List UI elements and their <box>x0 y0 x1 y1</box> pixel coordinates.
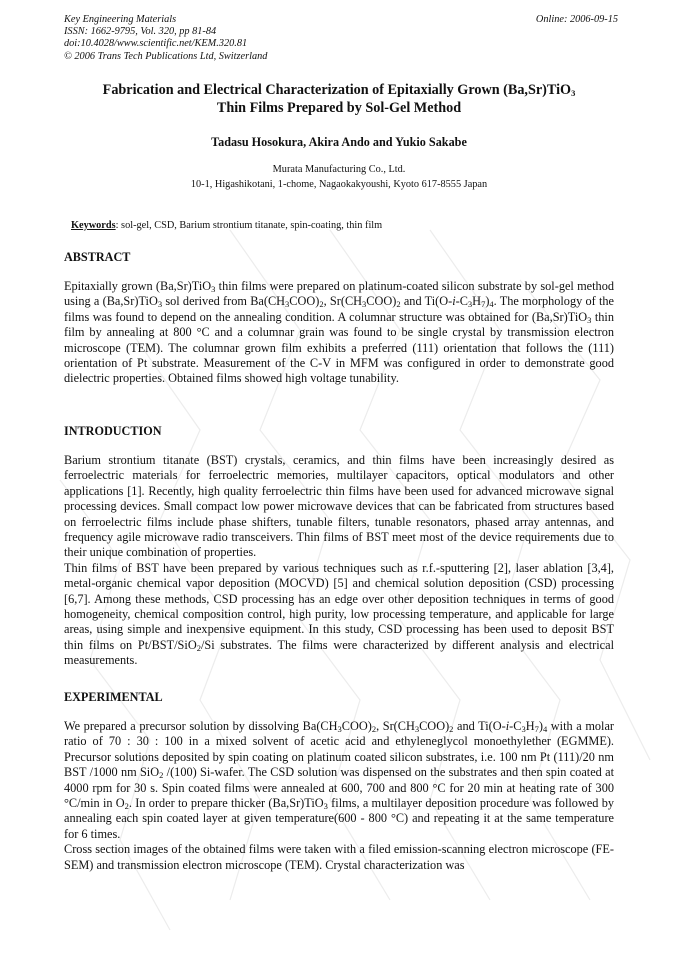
section-heading-experimental: EXPERIMENTAL <box>64 690 163 704</box>
copyright: © 2006 Trans Tech Publications Ltd, Switzerland <box>64 50 268 62</box>
introduction-text <box>64 453 614 669</box>
journal-header <box>64 14 618 63</box>
authors: Tadasu Hosokura, Akira Ando and Yukio Sakabe <box>211 135 467 149</box>
title-line-2: Thin Films Prepared by Sol-Gel Method <box>216 99 462 116</box>
doi: doi:10.4028/www.scientific.net/KEM.320.81 <box>64 38 248 50</box>
keywords <box>71 220 611 231</box>
intro-paragraph-1: Barium strontium titanate (BST) crystals, ceramics, and thin films have been increasingly desired as ferroelectric materials for ferroelectric memories, multilayer capacitors, optical modulators and other applications [1]. Recently, high quality ferroelectric thin films have been used for advanced microwave signal processing devices. Small compact low power microwave devices that can be fabricated from structures based on ferroelectric films include phase shifters, tunable filters, tunable resonators, phased array antennas, and frequency agile microwave radio transceivers. Thin films of BST meet most of the device requirements due to their unique combination of properties. <box>64 453 614 560</box>
intro-paragraph-2: Thin films of BST have been prepared by various techniques such as r.f.-sputtering [2], laser ablation [3,4], metal-organic chemical vapor deposition (MOCVD) [5] and chemical solution deposition (CSD) processing [6,7]. Among these methods, CSD processing has an edge over other deposition techniques in terms of good homogeneity, chemical composition control, high purity, low processing temperature, and applicable for large areas, using simple and inexpensive equipment. In this study, CSD processing has been used to deposit BST thin films on Pt/BST/SiO$_2$/Si substrates. The films were characterized by different analysis and electrical measurements. <box>64 560 614 668</box>
journal-name: Key Engineering Materials <box>64 14 177 25</box>
paper-title: Fabrication and Electrical Characterization of Epitaxially Grown (Ba,Sr)TiO$_3$ Thin Films Prepared by Sol-Gel Method <box>64 82 614 117</box>
title-line-1: Fabrication and Electrical Characterization of Epitaxially Grown (Ba,Sr)TiO <box>102 82 572 98</box>
section-heading-introduction: INTRODUCTION <box>64 424 162 438</box>
experimental-paragraph-1: We prepared a precursor solution by dissolving $Ba(CH_3COO)_2$, $Sr(CH_3COO)_2$ and $Ti(O-i-C_3H_7)_4$ with a molar ratio of 70 : 30 : 100 in a mixed solvent of acetic acid and ethyleneglycol monoethylether (EGMME). Precursor solutions deposited by spin coating on platinum coated silicon substrates, i.e. 100 nm Pt (111)/20 nm BST /1000 nm SiO$_2$ /(100) Si-wafer. The CSD solution was dispensed on the substrates and then spin coated at 4000 rpm for 30 s. Spin coated films were annealed at 600, 700 and 800 °C for 20 min at heating rate of 300 °C/min in $O_2$. In order to prepare thicker (Ba,Sr)TiO$_3$ films, a multilayer deposition procedure was followed by annealing each spin coated layer at given temperature(600 - 800 °C) and repeating it at the same temperature for 6 times. <box>64 719 615 841</box>
experimental-paragraph-2: Cross section images of the obtained films were taken with a filed emission-scanning electron microscope (FE-SEM) and transmission electron microscope (TEM). Crystal characterization was <box>64 842 614 872</box>
online-date: Online: 2006-09-15 <box>535 14 618 25</box>
abstract-text: Epitaxially grown (Ba,Sr)TiO$_3$ thin films were prepared on platinum-coated silicon substrate by sol-gel method using a (Ba,Sr)TiO$_3$ sol derived from $Ba(CH_3COO)_2$, $Sr(CH_3COO)_2$ and $Ti(O-i-C_3H_7)_4$. The morphology of the films was found to depend on the annealing condition. A columnar structure was obtained for (Ba,Sr)TiO$_3$ thin film by annealing at 800 °C and a columnar grain was found to be single crystal by transmission electron microscope (TEM). The columnar grown film exhibits a preferred (111) orientation that follows the (111) orientation of Pt substrate. Measurement of the C-V in MFM was configured in order to demonstrate good dielectric properties. Obtained films showed high voltage tunability. <box>64 279 615 386</box>
affiliation: Murata Manufacturing Co., Ltd. 10-1, Higashikotani, 1-chome, Nagaokakyoushi, Kyoto 617-8555 Japan <box>190 164 488 190</box>
keywords-label: Keywords <box>71 220 116 231</box>
keywords-text: : sol-gel, CSD, Barium strontium titanate, spin-coating, thin film <box>115 220 383 231</box>
section-heading-abstract: ABSTRACT <box>64 250 131 264</box>
issn: ISSN: 1662-9795, Vol. 320, pp 81-84 <box>64 26 217 38</box>
experimental-text <box>64 719 614 873</box>
